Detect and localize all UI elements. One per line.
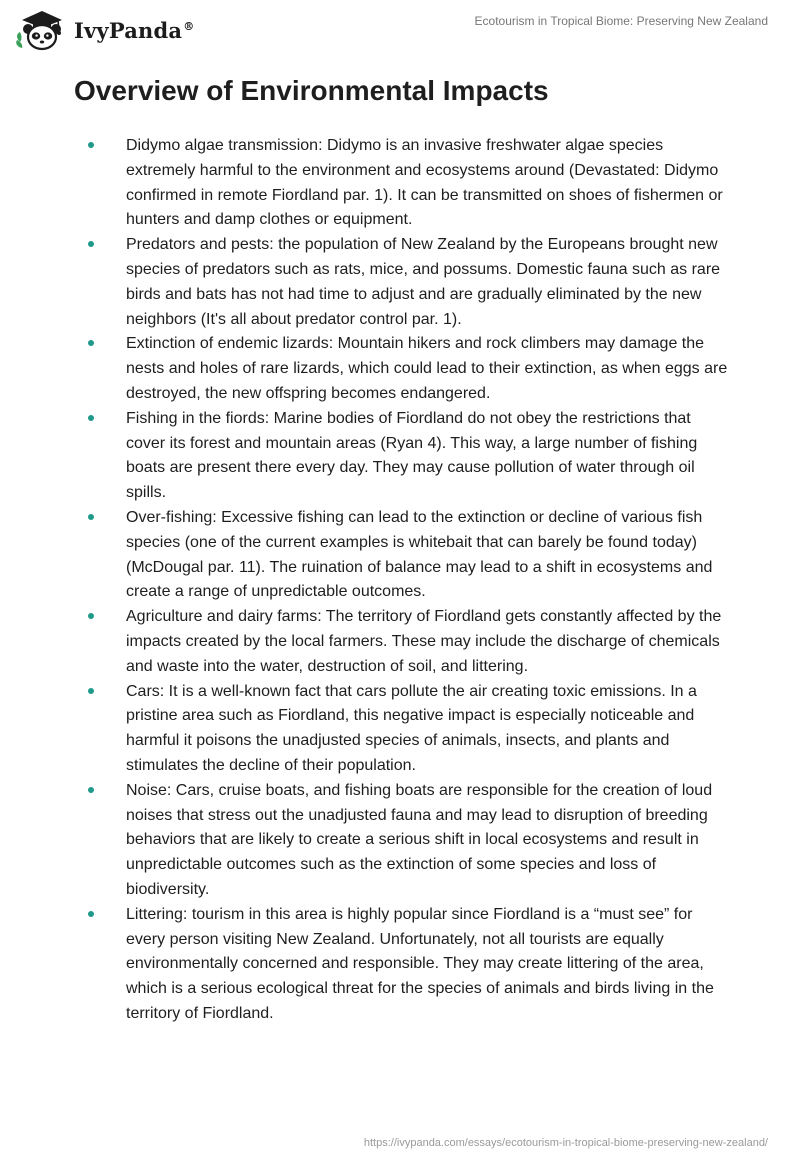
list-item-text: Predators and pests: the population of New Zealand by the Europeans brought new species of predators such as rats, mice, and possums. Domestic fauna such as rare birds and bats has not had time to adjust and are gradually eliminated by the new neighbors (It's all about predator control par. 1). bbox=[126, 236, 721, 328]
bullet-dot-icon bbox=[88, 911, 94, 917]
bullet-dot-icon bbox=[88, 142, 94, 148]
list-item bbox=[74, 680, 734, 779]
bullet-dot-icon bbox=[88, 613, 94, 619]
logo-link[interactable] bbox=[14, 8, 194, 52]
section-heading: Overview of Environmental Impacts bbox=[74, 75, 549, 106]
bullet-dot-icon bbox=[88, 787, 94, 793]
logo-wordmark: IvyPanda bbox=[74, 17, 183, 43]
list-item bbox=[74, 134, 734, 233]
list-item-text: Over-fishing: Excessive fishing can lead to the extinction or decline of various fish species (one of the current examples is whitebait that can barely be found today) (McDougal par. 11). The ruination of balance may lead to a shift in ecosystems and create a range of unpredictable outcomes. bbox=[126, 508, 713, 601]
registered-mark: ® bbox=[183, 19, 195, 33]
list-item bbox=[74, 779, 734, 903]
bullet-dot-icon bbox=[88, 688, 94, 694]
list-item-text: Noise: Cars, cruise boats, and fishing boats are responsible for the creation of loud noises that stress out the unadjusted fauna and may lead to disruption of breeding behaviors that are likely to create a serious shift in local ecosystems and result in unpredictable outcomes such as the extinction of some species and loss of biodiversity. bbox=[126, 781, 713, 898]
page-header bbox=[0, 0, 800, 70]
bullet-dot-icon bbox=[88, 340, 94, 346]
list-item-text: Agriculture and dairy farms: The territory of Fiordland gets constantly affected by the impacts created by the local farmers. These may include the discharge of chemicals and waste into the water, destruction of soil, and littering. bbox=[126, 608, 722, 675]
list-item-text: Extinction of endemic lizards: Mountain hikers and rock climbers may damage the nests and holes of rare lizards, which could lead to their extinction, as when eggs are destroyed, the new offspring becomes endangered. bbox=[126, 335, 728, 402]
bullet-dot-icon bbox=[88, 514, 94, 520]
list-item bbox=[74, 903, 734, 1027]
list-item-text: Cars: It is a well-known fact that cars pollute the air creating toxic emissions. In a pristine area such as Fiordland, this negative impact is especially noticeable and harmful it poisons the unadjusted species of animals, insects, and plants and stimulates the decline of their population. bbox=[126, 682, 697, 774]
list-item bbox=[74, 506, 734, 605]
document-title: Ecotourism in Tropical Biome: Preserving New Zealand bbox=[474, 14, 768, 28]
bullet-dot-icon bbox=[88, 241, 94, 247]
source-url-link[interactable]: https://ivypanda.com/essays/ecotourism-in-tropical-biome-preserving-new-zealand/ bbox=[363, 1137, 768, 1149]
list-item bbox=[74, 605, 734, 679]
list-item-text: Littering: tourism in this area is highly popular since Fiordland is a “must see” for every person visiting New Zealand. Unfortunately, not all tourists are equally environmentally concerned and responsible. They may create littering of the area, which is a serious ecological threat for the species of animals and birds living in the territory of Fiordland. bbox=[126, 905, 714, 1022]
list-item bbox=[74, 407, 734, 506]
list-item bbox=[74, 233, 734, 332]
logo-text bbox=[74, 17, 195, 43]
panda-graduate-icon bbox=[14, 8, 66, 52]
list-item bbox=[74, 332, 734, 406]
bullet-dot-icon bbox=[88, 415, 94, 421]
list-item-text: Didymo algae transmission: Didymo is an invasive freshwater algae species extremely harmful to the environment and ecosystems around (Devastated: Didymo confirmed in remote Fiordland par. 1). It can be transmitted on shoes of fishermen or hunters and damp clothes or equipment. bbox=[126, 137, 723, 229]
impacts-list bbox=[74, 134, 734, 1027]
list-item-text: Fishing in the fiords: Marine bodies of Fiordland do not obey the restrictions that cover its forest and mountain areas (Ryan 4). This way, a large number of fishing boats are present there every day. They may cause pollution of water through oil spills. bbox=[126, 409, 698, 502]
